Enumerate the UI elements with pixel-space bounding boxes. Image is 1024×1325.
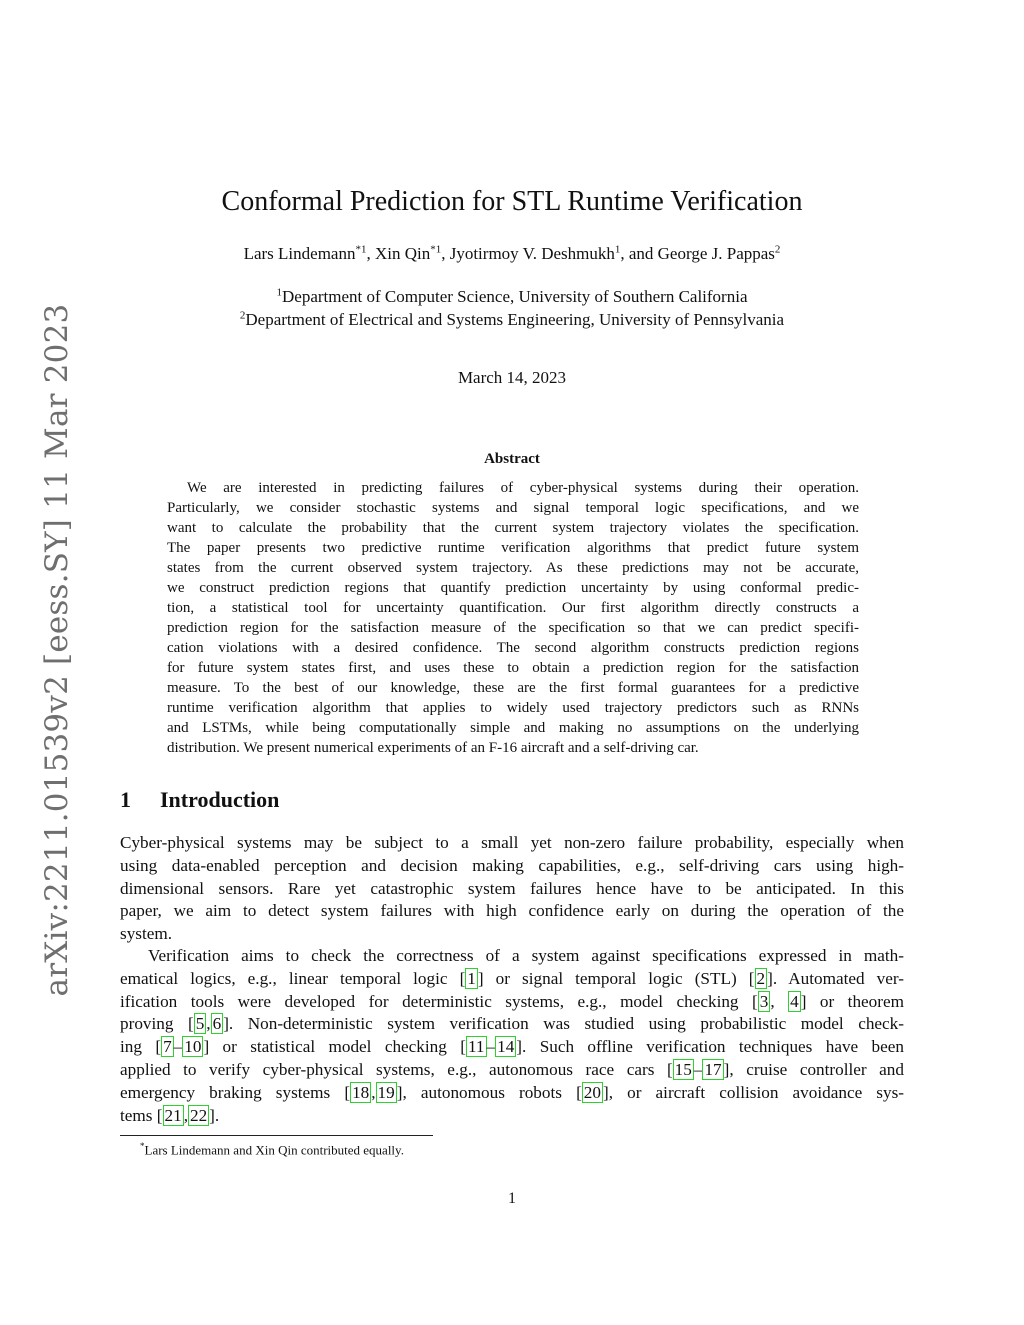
text-run: or theorem [806,991,904,1011]
footnote [140,1141,404,1158]
page-number: 1 [508,1190,516,1207]
author-mark: *1 [355,243,367,256]
body-line: applied to verify cyber-physical systems, e.g., autonomous race cars [ 15 – 17 ], cruise controller and [120,1059,904,1079]
body-line: Cyber-physical systems may be subject to a small yet non-zero failure probability, especially when [120,833,904,852]
body-line: paper, we aim to detect system failures with high confidence early on during the operation of the [120,901,904,921]
author-mark: 1 [614,243,621,256]
body-line: ing [ 7 – 10 ] or statistical model checking [ 11 – 14 ]. Such offline verification techniques have been [120,1037,904,1057]
text-run: or statistical model checking [209,1037,461,1057]
citation-link[interactable]: 5 [195,1014,205,1034]
citation-link[interactable]: 4 [790,991,799,1011]
abstract-heading: Abstract [484,451,540,467]
text-run: applied to verify cyber-physical systems, e.g., autonomous race cars [120,1059,667,1079]
author-name: George J. Pappas [657,244,775,263]
text-run: proving [120,1014,188,1034]
text-run: ing [120,1037,156,1057]
abstract-line: want to calculate the probability that the current system trajectory violates the specification. [167,520,859,536]
publication-date: March 14, 2023 [457,368,567,387]
affiliation [0,310,1024,330]
text-run: ification tools were developed for deterministic systems, e.g., model checking [120,991,752,1011]
text-run: emergency braking systems [120,1082,345,1102]
text-run: , or aircraft collision avoidance sys- [608,1082,904,1102]
author-list [0,244,1024,264]
body-line: emergency braking systems [ 18 , 19 ], autonomous robots [ 20 ], or aircraft collision avoidance sys- [120,1082,904,1102]
abstract-line: we construct prediction regions that quantify prediction uncertainty by using conformal predic- [167,580,859,596]
body-line: system. [120,924,173,944]
citation-link[interactable]: 1 [467,968,476,988]
citation-link[interactable]: 10 [184,1037,202,1057]
abstract-line: distribution. We present numerical experiments of an F-16 aircraft and a self-driving car. [167,740,699,756]
text-run: or signal temporal logic (STL) [483,968,749,988]
author-mark: *1 [430,243,442,256]
section-heading [120,787,279,813]
citation-link[interactable]: 6 [212,1014,222,1034]
citation-link[interactable]: 20 [583,1082,601,1102]
author-sep: , [441,244,450,263]
body-line: ification tools were developed for deterministic systems, e.g., model checking [ 3 , 4 ] or theorem [120,991,904,1011]
footnote-text: Lars Lindemann and Xin Qin contributed equally. [144,1142,404,1158]
abstract-body [167,478,859,758]
abstract-line: Particularly, we consider stochastic systems and signal temporal logic specifications, and we [167,500,859,516]
author-name: Xin Qin [374,244,431,263]
affiliation-text: Department of Computer Science, University of Southern California [282,287,748,306]
text-run: , autonomous robots [402,1082,577,1102]
affiliation-mark: 2 [239,309,246,322]
abstract-line: prediction region for the satisfaction measure of the specification so that we can predict specifi- [167,620,859,636]
section-title: Introduction [160,787,280,812]
abstract-line: runtime verification algorithm that applies to widely used trajectory predictors such as RNNs [167,700,859,716]
verification-paragraph [120,945,904,1127]
body-line: dimensional sensors. Rare yet catastrophic system failures hence have to be anticipated. In this [120,878,904,898]
abstract-line: cation violations with a desired confidence. The second algorithm constructs prediction regions [167,640,859,656]
intro-paragraph [120,832,904,946]
citation-link[interactable]: 18 [352,1082,370,1102]
abstract-line: states from the current observed system trajectory. As these predictions may not be accurate, [167,560,859,576]
citation-link[interactable]: 21 [164,1105,182,1125]
author-sep: , and [620,244,658,263]
text-run: ematical logics, e.g., linear temporal logic [120,968,460,988]
text-run: . Non-deterministic system verification was studied using probabilistic model check- [228,1014,904,1034]
affiliation-text: Department of Electrical and Systems Engineering, University of Pennsylvania [245,310,785,329]
citation-link[interactable]: 15 [674,1059,692,1079]
paper-title: Conformal Prediction for STL Runtime Verification [221,186,803,217]
text-run: . Automated ver- [772,968,904,988]
author-name: Jyotirmoy V. Deshmukh [449,244,615,263]
author-name: Lars Lindemann [243,244,356,263]
citation-link[interactable]: 7 [163,1037,172,1057]
affiliation-mark: 1 [276,286,282,299]
citation-link[interactable]: 19 [377,1082,395,1102]
abstract-line: The paper presents two predictive runtime verification algorithms that predict future system [167,540,859,556]
arxiv-stamp: arXiv:2211.01539v2 [eess.SY] 11 Mar 2023 [39,303,75,997]
body-line: tems [ 21 , 22 ]. [120,1105,220,1125]
body-line: ematical logics, e.g., linear temporal logic [ 1 ] or signal temporal logic (STL) [ 2 ]. Automated ver- [120,968,904,988]
author-sep: , [366,244,375,263]
section-number: 1 [120,787,131,812]
citation-link[interactable]: 14 [497,1037,515,1057]
affiliation [0,287,1024,307]
citation-link[interactable]: 3 [759,991,769,1011]
abstract-line: measure. To the best of our knowledge, these are the first formal guarantees for a predictive [167,680,859,696]
footnote-mark: * [140,1141,145,1151]
text-run: , cruise controller and [729,1059,904,1079]
citation-link[interactable]: 2 [756,968,766,988]
citation-link[interactable]: 11 [467,1037,485,1057]
body-line: using data-enabled perception and decision making capabilities, e.g., self-driving cars using high- [120,855,904,875]
text-run: . [214,1105,220,1125]
citation-link[interactable]: 22 [189,1105,208,1125]
body-line: Verification aims to check the correctness of a system against specifications expressed in math- [148,946,904,965]
footnote-rule [120,1135,433,1136]
text-run: tems [120,1105,157,1125]
abstract-line: tion, a statistical tool for uncertainty quantification. Our first algorithm directly constructs a [167,600,859,616]
text-run: . Such offline verification techniques have been [522,1037,904,1057]
citation-link[interactable]: 17 [704,1059,722,1079]
body-line: proving [ 5 , 6 ]. Non-deterministic system verification was studied using probabilistic model check- [120,1014,904,1034]
abstract-line: We are interested in predicting failures of cyber-physical systems during their operation. [187,480,859,496]
author-mark: 2 [774,243,781,256]
abstract-line: for future system states first, and uses these to obtain a prediction region for the satisfaction [167,660,859,676]
abstract-line: and LSTMs, while being computationally simple and making no assumptions on the underlying [167,720,859,736]
